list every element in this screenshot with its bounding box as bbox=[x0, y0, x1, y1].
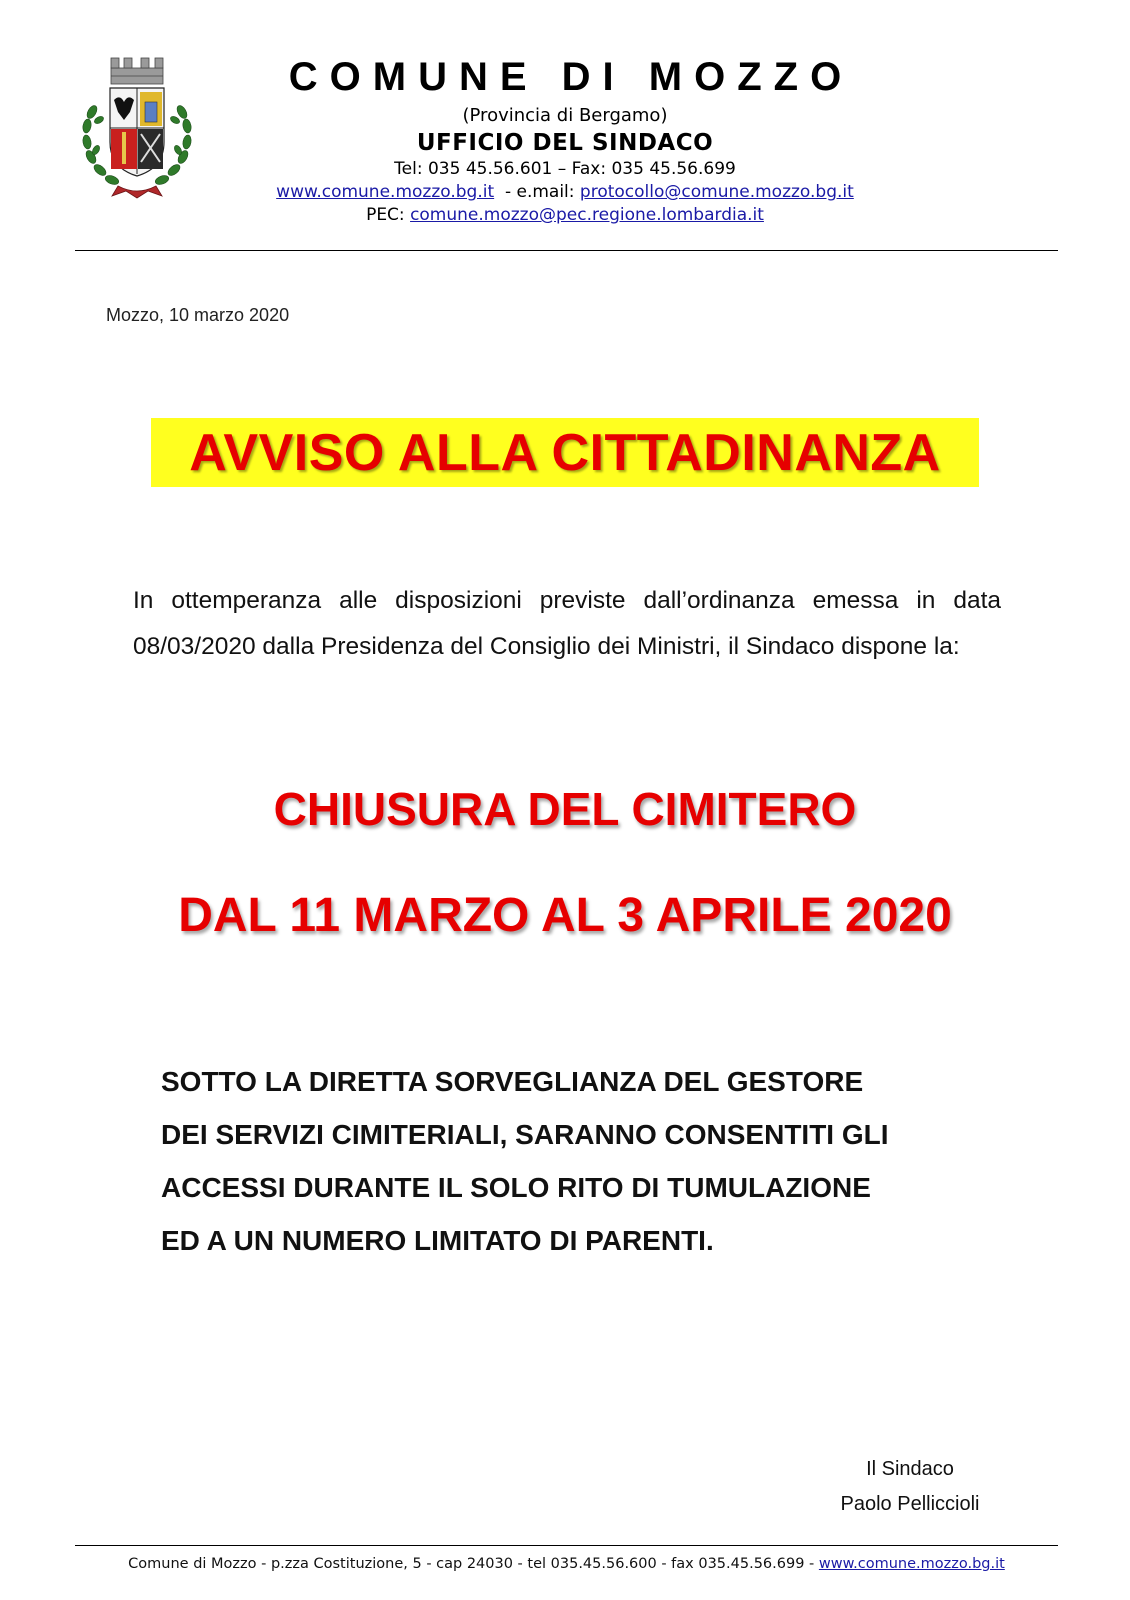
municipal-crest-icon bbox=[78, 50, 196, 200]
email-label: - e.mail: bbox=[504, 182, 575, 202]
conditions-line: SOTTO LA DIRETTA SORVEGLIANZA DEL GESTORE bbox=[161, 1066, 864, 1097]
letterhead bbox=[250, 52, 880, 227]
website-link[interactable]: www.comune.mozzo.bg.it bbox=[276, 182, 495, 202]
closure-dates-headline: DAL 11 MARZO AL 3 APRILE 2020 bbox=[178, 889, 952, 942]
notice-title: AVVISO ALLA CITTADINANZA bbox=[189, 423, 941, 482]
header-divider bbox=[75, 250, 1058, 251]
pec-line bbox=[250, 204, 880, 227]
email-link[interactable]: protocollo@comune.mozzo.bg.it bbox=[579, 182, 854, 202]
web-email-line bbox=[250, 181, 880, 204]
access-conditions bbox=[161, 1055, 961, 1267]
intro-paragraph: In ottemperanza alle disposizioni previste dall’ordinanza emessa in data 08/03/2020 dalla Presidenza del Consiglio dei Ministri, il Sindaco dispone la: bbox=[133, 587, 1001, 660]
footer bbox=[75, 1556, 1058, 1572]
conditions-line: DEI SERVIZI CIMITERIALI, SARANNO CONSENTITI GLI bbox=[161, 1119, 889, 1150]
closure-headline: CHIUSURA DEL CIMITERO bbox=[273, 783, 857, 835]
notice-banner bbox=[151, 418, 979, 487]
municipality-title: COMUNE DI MOZZO bbox=[288, 55, 854, 99]
pec-link[interactable]: comune.mozzo@pec.regione.lombardia.it bbox=[410, 205, 764, 225]
conditions-line: ACCESSI DURANTE IL SOLO RITO DI TUMULAZIONE bbox=[161, 1172, 871, 1203]
footer-website-link[interactable]: www.comune.mozzo.bg.it bbox=[818, 1556, 1005, 1572]
office-label: UFFICIO DEL SINDACO bbox=[416, 130, 714, 156]
pec-label: PEC: bbox=[366, 205, 405, 225]
phone-fax-line: Tel: 035 45.56.601 – Fax: 035 45.56.699 bbox=[394, 159, 736, 179]
signature-block bbox=[820, 1452, 1000, 1522]
conditions-line: ED A UN NUMERO LIMITATO DI PARENTI. bbox=[161, 1225, 714, 1256]
footer-address: Comune di Mozzo - p.zza Costituzione, 5 - cap 24030 - tel 035.45.56.600 - fax 035.45.56.699 - bbox=[128, 1556, 815, 1572]
signature-role: Il Sindaco bbox=[866, 1458, 954, 1480]
signature-name: Paolo Pelliccioli bbox=[840, 1493, 980, 1515]
document-date: Mozzo, 10 marzo 2020 bbox=[106, 305, 290, 325]
province-label: (Provincia di Bergamo) bbox=[462, 105, 668, 126]
footer-divider bbox=[75, 1545, 1058, 1546]
